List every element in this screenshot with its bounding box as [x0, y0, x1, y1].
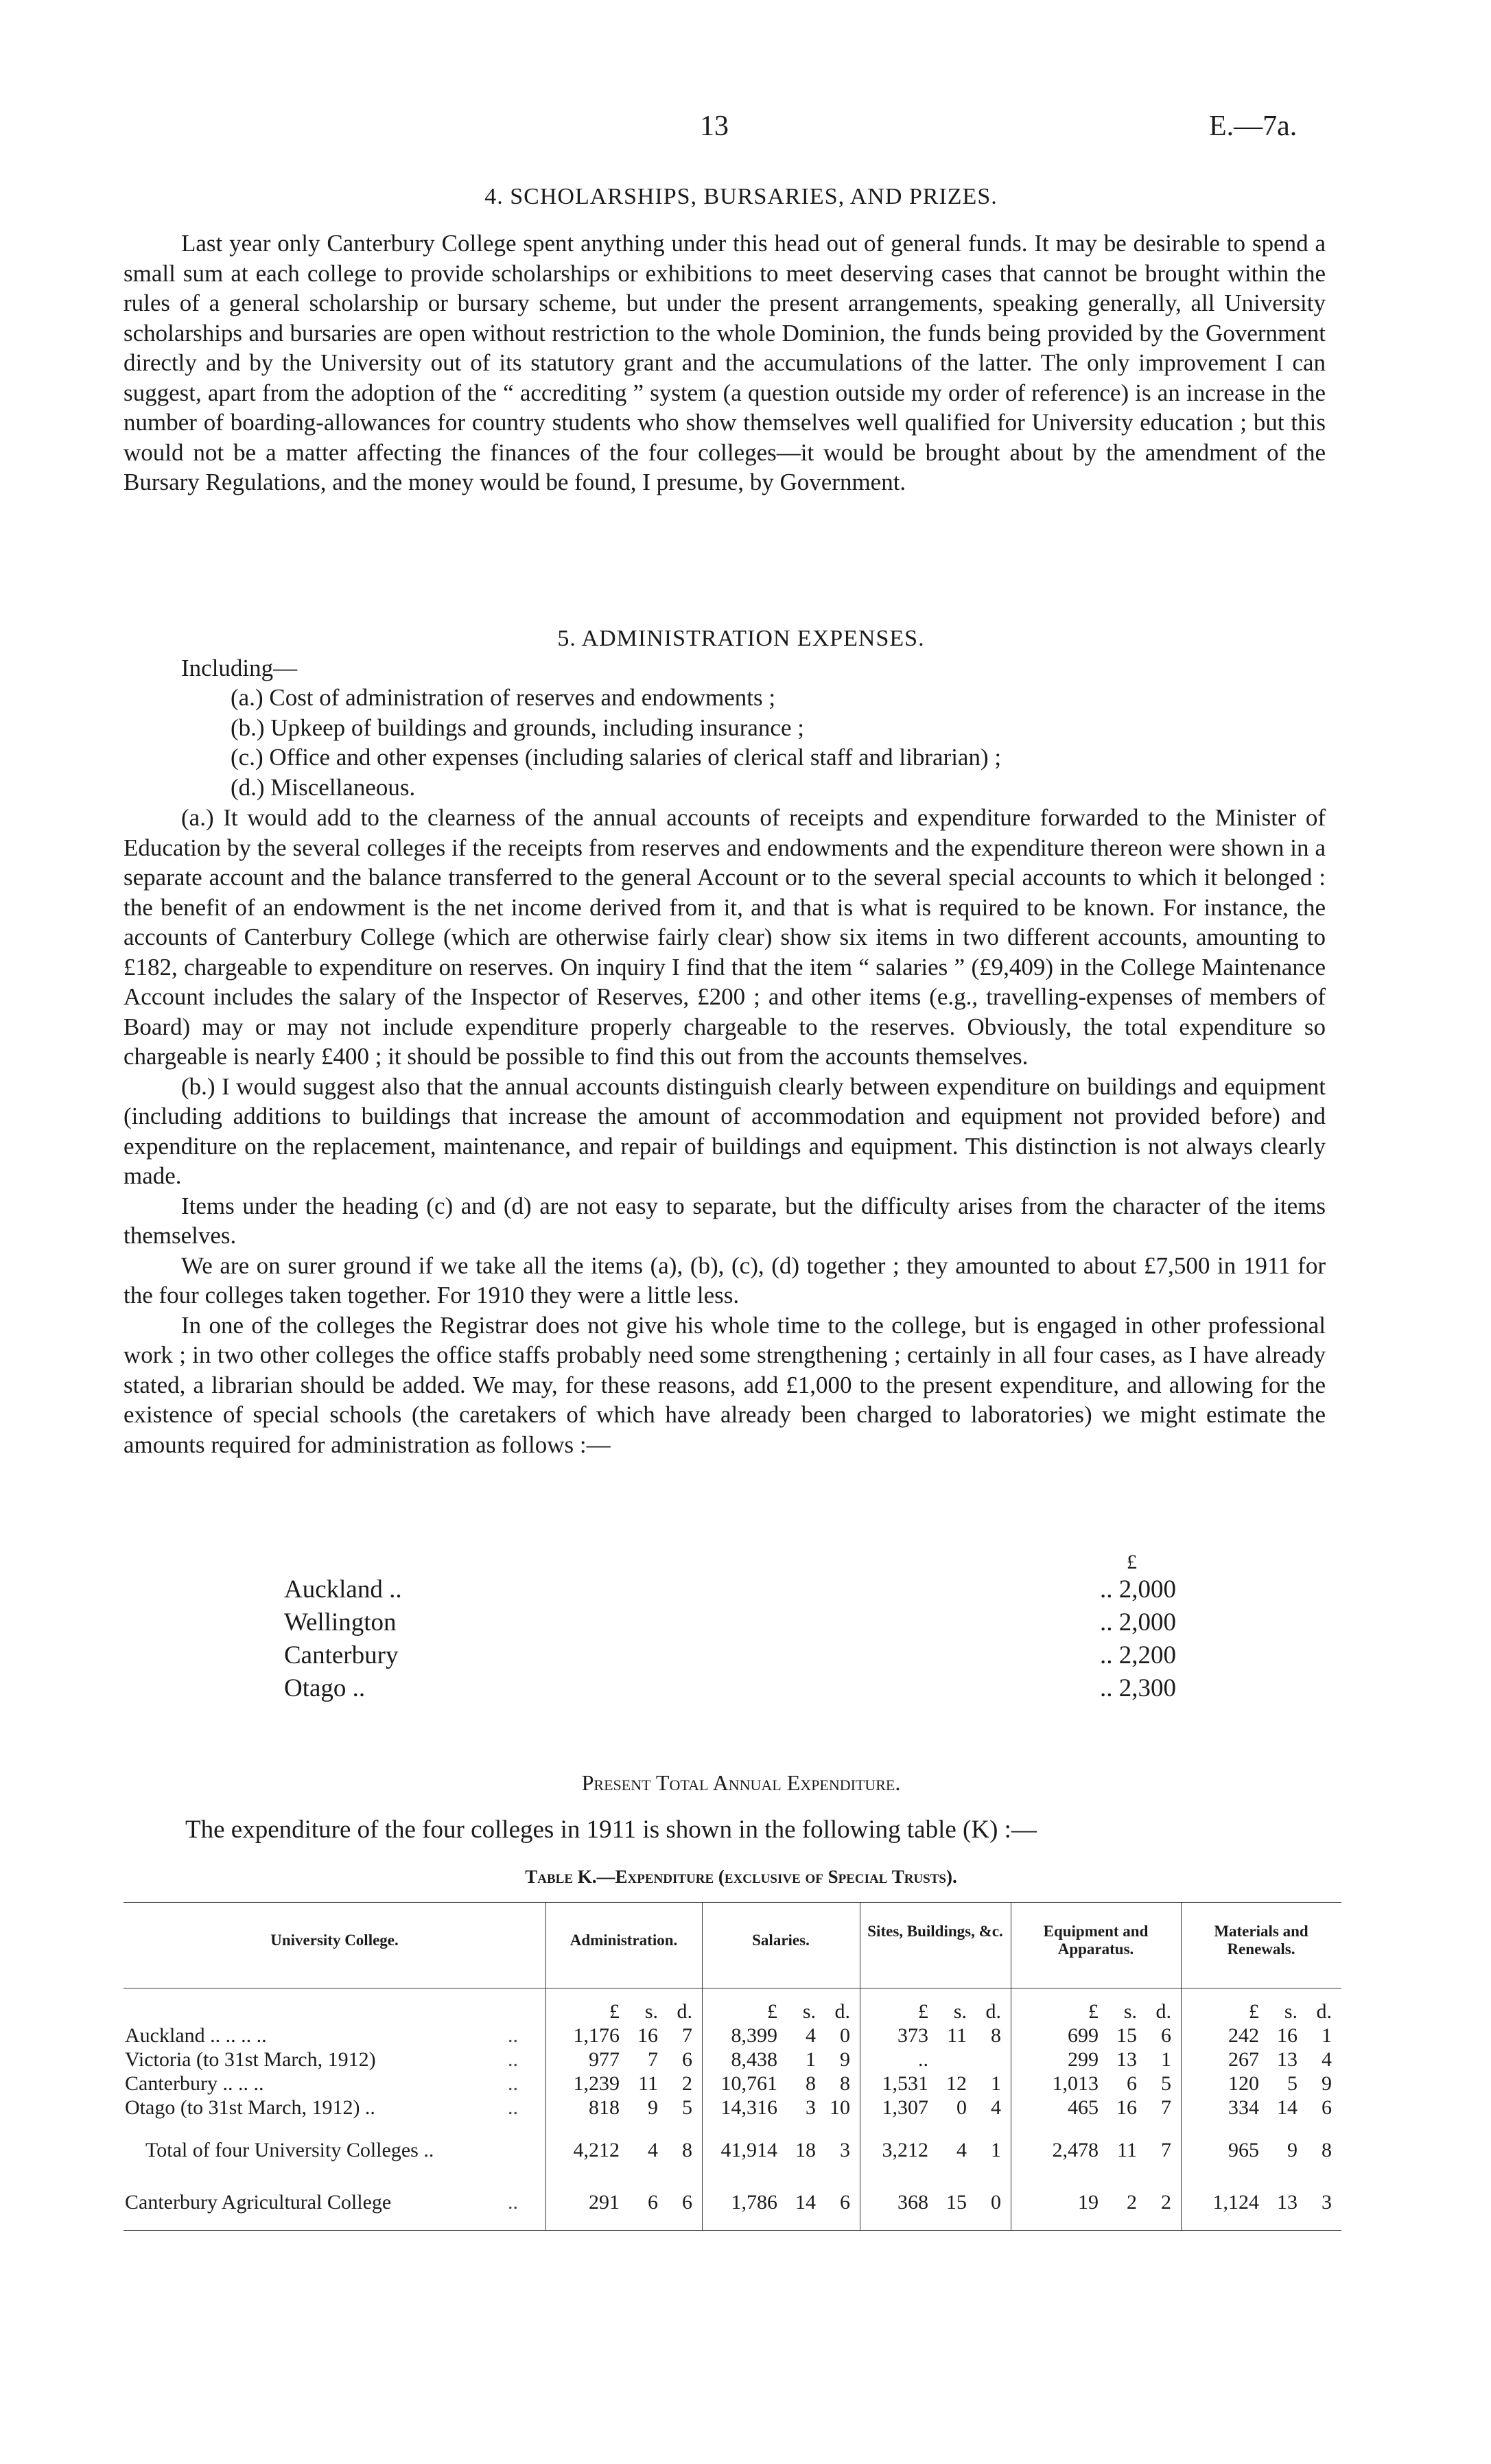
table-cell-shillings: 15 [1116, 2024, 1137, 2047]
table-cell-pounds: 14,316 [720, 2096, 777, 2119]
table-cell-shillings: 0 [956, 2096, 967, 2119]
unit-shillings: s. [953, 2000, 967, 2023]
table-cell-pence: 2 [682, 2072, 692, 2095]
allocation-row [284, 1674, 1176, 1705]
table-intro: The expenditure of the four colleges in 1911 is shown in the following table (K) :— [185, 1816, 1037, 1844]
table-cell-pence: 9 [840, 2048, 850, 2071]
table-cell-pence: 5 [682, 2096, 692, 2119]
table-cell-shillings: 8 [806, 2072, 816, 2095]
table-cell-pounds: 1,013 [1052, 2072, 1099, 2095]
table-cell-pence: 7 [682, 2024, 692, 2047]
document-reference: E.—7a. [1209, 110, 1298, 142]
unit-pounds: £ [1249, 2000, 1259, 2023]
agri-cell-pounds: 1,124 [1212, 2191, 1259, 2214]
row-label: Otago (to 31st March, 1912) .. [125, 2096, 375, 2119]
table-cell-shillings: 11 [947, 2024, 967, 2047]
unit-shillings: s. [1123, 2000, 1137, 2023]
agri-cell-pounds: 19 [1078, 2191, 1099, 2214]
agri-cell-shillings: 6 [648, 2191, 658, 2214]
table-cell-pounds: .. [918, 2048, 928, 2071]
agri-cell-pence: 0 [991, 2191, 1001, 2214]
page-number: 13 [700, 110, 729, 142]
agri-cell-pence: 3 [1322, 2191, 1332, 2214]
column-header: University College. [270, 1932, 399, 1949]
agri-cell-shillings: 15 [946, 2191, 967, 2214]
table-cell-pence: 5 [1161, 2072, 1171, 2095]
unit-pence: d. [677, 2000, 692, 2023]
table-top-rule [124, 1902, 1341, 1903]
list-item: (c.) Office and other expenses (including salaries of clerical staff and librarian) ; [231, 744, 1002, 771]
table-cell-pence: 4 [991, 2096, 1001, 2119]
column-header: Salaries. [752, 1932, 810, 1949]
list-item: (b.) Upkeep of buildings and grounds, including insurance ; [231, 714, 804, 741]
table-cell-shillings: 16 [1116, 2096, 1137, 2119]
unit-pence: d. [1316, 2000, 1332, 2023]
table-cell-pounds: 10,761 [720, 2072, 777, 2095]
total-cell-pence: 8 [682, 2139, 692, 2161]
table-bottom-rule [124, 2230, 1341, 2231]
table-cell-pence: 9 [1322, 2072, 1332, 2095]
table-cell-shillings: 14 [1277, 2096, 1298, 2119]
allocation-row [284, 1641, 1176, 1672]
column-header: Materials and Renewals. [1214, 1923, 1308, 1958]
row-dots: .. [508, 2072, 518, 2095]
total-cell-pence: 7 [1161, 2139, 1171, 2161]
table-cell-pounds: 8,399 [731, 2024, 777, 2047]
table-cell-pounds: 120 [1228, 2072, 1259, 2095]
column-header: Sites, Buildings, &c. [867, 1923, 1003, 1940]
table-cell-pounds: 267 [1228, 2048, 1259, 2071]
table-cell-pence: 1 [1161, 2048, 1171, 2071]
unit-pounds: £ [609, 2000, 620, 2023]
table-cell-pounds: 242 [1228, 2024, 1259, 2047]
unit-shillings: s. [802, 2000, 816, 2023]
row-label: Auckland .. .. .. .. [125, 2024, 267, 2047]
unit-shillings: s. [644, 2000, 658, 2023]
row-dots: .. [508, 2048, 518, 2071]
section4-body [124, 228, 1326, 497]
unit-shillings: s. [1284, 2000, 1298, 2023]
row-dots: .. [508, 2024, 518, 2047]
section4-paragraph: Last year only Canterbury College spent anything under this head out of general funds. It may be desirable to spend a small sum at each college to provide scholarships or exhibitions to meet deserving cases that cannot be brought within the rules of a general scholarship or bursary scheme, but under the present arrangements, speaking generally, all University scholarships and bursaries are open without restriction to the whole Dominion, the funds being provided by the Government directly and by the University out of its statutory grant and the accumulations of the latter. The only improvement I can suggest, apart from the adoption of the “ accrediting ” system (a question outside my order of reference) is an increase in the number of boarding-allowances for country students who show themselves well qualified for University education ; but this would not be a matter affecting the finances of the four colleges—it would be brought about by the amendment of the Bursary Regulations, and the money would be found, I presume, by Government. [124, 230, 1326, 495]
allocation-college: Auckland .. [284, 1575, 402, 1604]
total-cell-shillings: 9 [1287, 2139, 1298, 2161]
table-cell-shillings: 13 [1277, 2048, 1298, 2071]
agri-cell-pounds: 1,786 [731, 2191, 777, 2214]
total-cell-pounds: 965 [1228, 2139, 1259, 2161]
column-header: Equipment and Apparatus. [1043, 1923, 1149, 1958]
including-label [124, 653, 1326, 683]
table-cell-pence: 6 [682, 2048, 692, 2071]
list-item: (d.) Miscellaneous. [231, 773, 416, 801]
table-cell-shillings: 16 [637, 2024, 658, 2047]
table-cell-pence: 1 [991, 2072, 1001, 2095]
table-cell-shillings: 3 [806, 2096, 816, 2119]
table-cell-pounds: 8,438 [731, 2048, 777, 2071]
table-cell-shillings: 5 [1287, 2072, 1298, 2095]
total-cell-pence: 8 [1322, 2139, 1332, 2161]
agri-cell-shillings: 2 [1127, 2191, 1137, 2214]
table-cell-shillings: 13 [1116, 2048, 1137, 2071]
agri-cell-pence: 6 [682, 2191, 692, 2214]
unit-pence: d. [834, 2000, 850, 2023]
total-cell-shillings: 11 [1117, 2139, 1137, 2161]
section5-heading: 5. ADMINISTRATION EXPENSES. [557, 626, 925, 651]
table-cell-pence: 7 [1161, 2096, 1171, 2119]
agri-cell-shillings: 14 [795, 2191, 816, 2214]
total-cell-pounds: 41,914 [720, 2139, 777, 2161]
total-cell-pence: 3 [840, 2139, 850, 2161]
table-cell-pounds: 977 [589, 2048, 620, 2071]
table-cell-shillings: 12 [946, 2072, 967, 2095]
table-cell-shillings: 4 [806, 2024, 816, 2047]
total-cell-shillings: 18 [795, 2139, 816, 2161]
agri-cell-shillings: 13 [1277, 2191, 1298, 2214]
section5-body [124, 803, 1326, 1459]
total-cell-pounds: 2,478 [1052, 2139, 1099, 2161]
table-cell-pounds: 699 [1068, 2024, 1099, 2047]
table-cell-shillings: 6 [1127, 2072, 1137, 2095]
expense-list [231, 683, 1001, 802]
total-row-label: Total of four University Colleges .. [145, 2139, 434, 2161]
table-cell-pounds: 465 [1068, 2096, 1099, 2119]
including-text: Including— [181, 655, 298, 681]
allocation-row [284, 1575, 1176, 1606]
allocation-amount: .. 2,300 [1100, 1674, 1176, 1702]
agri-cell-pence: 6 [840, 2191, 850, 2214]
table-cell-shillings: 7 [648, 2048, 658, 2071]
row-label: Victoria (to 31st March, 1912) [125, 2048, 376, 2071]
allocation-college: Canterbury [284, 1641, 399, 1669]
agri-cell-pounds: 291 [589, 2191, 620, 2214]
paragraph-b: (b.) I would suggest also that the annual accounts distinguish clearly between expenditure on buildings and equipment (including additions to buildings that increase the amount of accommodation and equipment not provided before) and expenditure on the replacement, maintenance, and repair of buildings and equipment. This distinction is not always clearly made. [124, 1072, 1326, 1189]
total-cell-shillings: 4 [956, 2139, 967, 2161]
table-cell-shillings: 1 [806, 2048, 816, 2071]
table-cell-pounds: 1,307 [882, 2096, 928, 2119]
agri-cell-pounds: 368 [897, 2191, 928, 2214]
table-cell-pence: 4 [1322, 2048, 1332, 2071]
total-cell-pence: 1 [991, 2139, 1001, 2161]
paragraph-e: In one of the colleges the Registrar does not give his whole time to the college, but is engaged in other professional work ; in two other colleges the office staffs probably need some strengthening ; certainly in all four cases, as I have already stated, a librarian should be added. We may, for these reasons, add £1,000 to the present expenditure, and allowing for the existence of special schools (the caretakers of which have already been charged to laboratories) we might estimate the amounts required for administration as follows :— [124, 1311, 1326, 1458]
table-cell-pounds: 334 [1228, 2096, 1259, 2119]
column-header: Administration. [570, 1932, 678, 1949]
table-cell-pounds: 818 [589, 2096, 620, 2119]
agri-cell-pence: 2 [1161, 2191, 1171, 2214]
table-cell-pence: 8 [840, 2072, 850, 2095]
unit-pence: d. [985, 2000, 1001, 2023]
row-dots: .. [508, 2191, 518, 2214]
unit-pounds: £ [767, 2000, 777, 2023]
row-dots: .. [508, 2096, 518, 2119]
total-cell-shillings: 4 [648, 2139, 658, 2161]
unit-pounds: £ [918, 2000, 928, 2023]
agricultural-row-label: Canterbury Agricultural College [125, 2191, 392, 2214]
table-cell-shillings: 11 [638, 2072, 658, 2095]
paragraph-c: Items under the heading (c) and (d) are not easy to separate, but the difficulty arises from the character of the items themselves. [124, 1192, 1326, 1249]
table-cell-pence: 6 [1322, 2096, 1332, 2119]
allocation-unit: £ [1127, 1551, 1137, 1573]
allocation-amount: .. 2,000 [1100, 1575, 1176, 1604]
allocation-college: Otago .. [284, 1674, 366, 1702]
allocation-amount: .. 2,000 [1100, 1608, 1176, 1636]
allocation-college: Wellington [284, 1608, 397, 1636]
table-cell-pence: 10 [830, 2096, 850, 2119]
table-cell-shillings: 16 [1277, 2024, 1298, 2047]
table-cell-shillings: 9 [648, 2096, 658, 2119]
table-caption: Table K.—Expenditure (exclusive of Special Trusts). [525, 1866, 957, 1887]
allocation-amount: .. 2,200 [1100, 1641, 1176, 1669]
table-cell-pence: 6 [1161, 2024, 1171, 2047]
paragraph-d: We are on surer ground if we take all the items (a), (b), (c), (d) together ; they amounted to about £7,500 in 1911 for the four colleges taken together. For 1910 they were a little less. [124, 1252, 1326, 1309]
present-expenditure-title: Present Total Annual Expenditure. [581, 1770, 901, 1795]
total-cell-pounds: 4,212 [573, 2139, 620, 2161]
allocation-row [284, 1608, 1176, 1639]
list-item: (a.) Cost of administration of reserves and endowments ; [231, 684, 776, 711]
table-cell-pence: 1 [1322, 2024, 1332, 2047]
table-cell-pounds: 1,239 [573, 2072, 620, 2095]
section4-heading: 4. SCHOLARSHIPS, BURSARIES, AND PRIZES. [484, 184, 998, 209]
unit-pounds: £ [1088, 2000, 1099, 2023]
table-cell-pounds: 373 [897, 2024, 928, 2047]
total-cell-pounds: 3,212 [882, 2139, 928, 2161]
table-cell-pounds: 1,176 [573, 2024, 620, 2047]
paragraph-a: (a.) It would add to the clearness of the annual accounts of receipts and expenditure forwarded to the Minister of Education by the several colleges if the receipts from reserves and endowments and the expenditure thereon were shown in a separate account and the balance transferred to the general Account or to the several special accounts to which it belonged : the benefit of an endowment is the net income derived from it, and that is what is required to be known. For instance, the accounts of Canterbury College (which are otherwise fairly clear) show six items in two different accounts, amounting to £182, chargeable to expenditure on reserves. On inquiry I find that the item “ salaries ” (£9,409) in the College Maintenance Account includes the salary of the Inspector of Reserves, £200 ; and other items (e.g., travelling-expenses of members of Board) may or may not include expenditure properly chargeable to the reserves. Obviously, the total expenditure so chargeable is nearly £400 ; it should be possible to find this out from the accounts themselves. [124, 804, 1326, 1070]
table-cell-pounds: 299 [1068, 2048, 1099, 2071]
table-cell-pence: 8 [991, 2024, 1001, 2047]
table-cell-pounds: 1,531 [882, 2072, 928, 2095]
row-label: Canterbury .. .. .. [125, 2072, 264, 2095]
table-cell-pence: 0 [840, 2024, 850, 2047]
unit-pence: d. [1155, 2000, 1171, 2023]
